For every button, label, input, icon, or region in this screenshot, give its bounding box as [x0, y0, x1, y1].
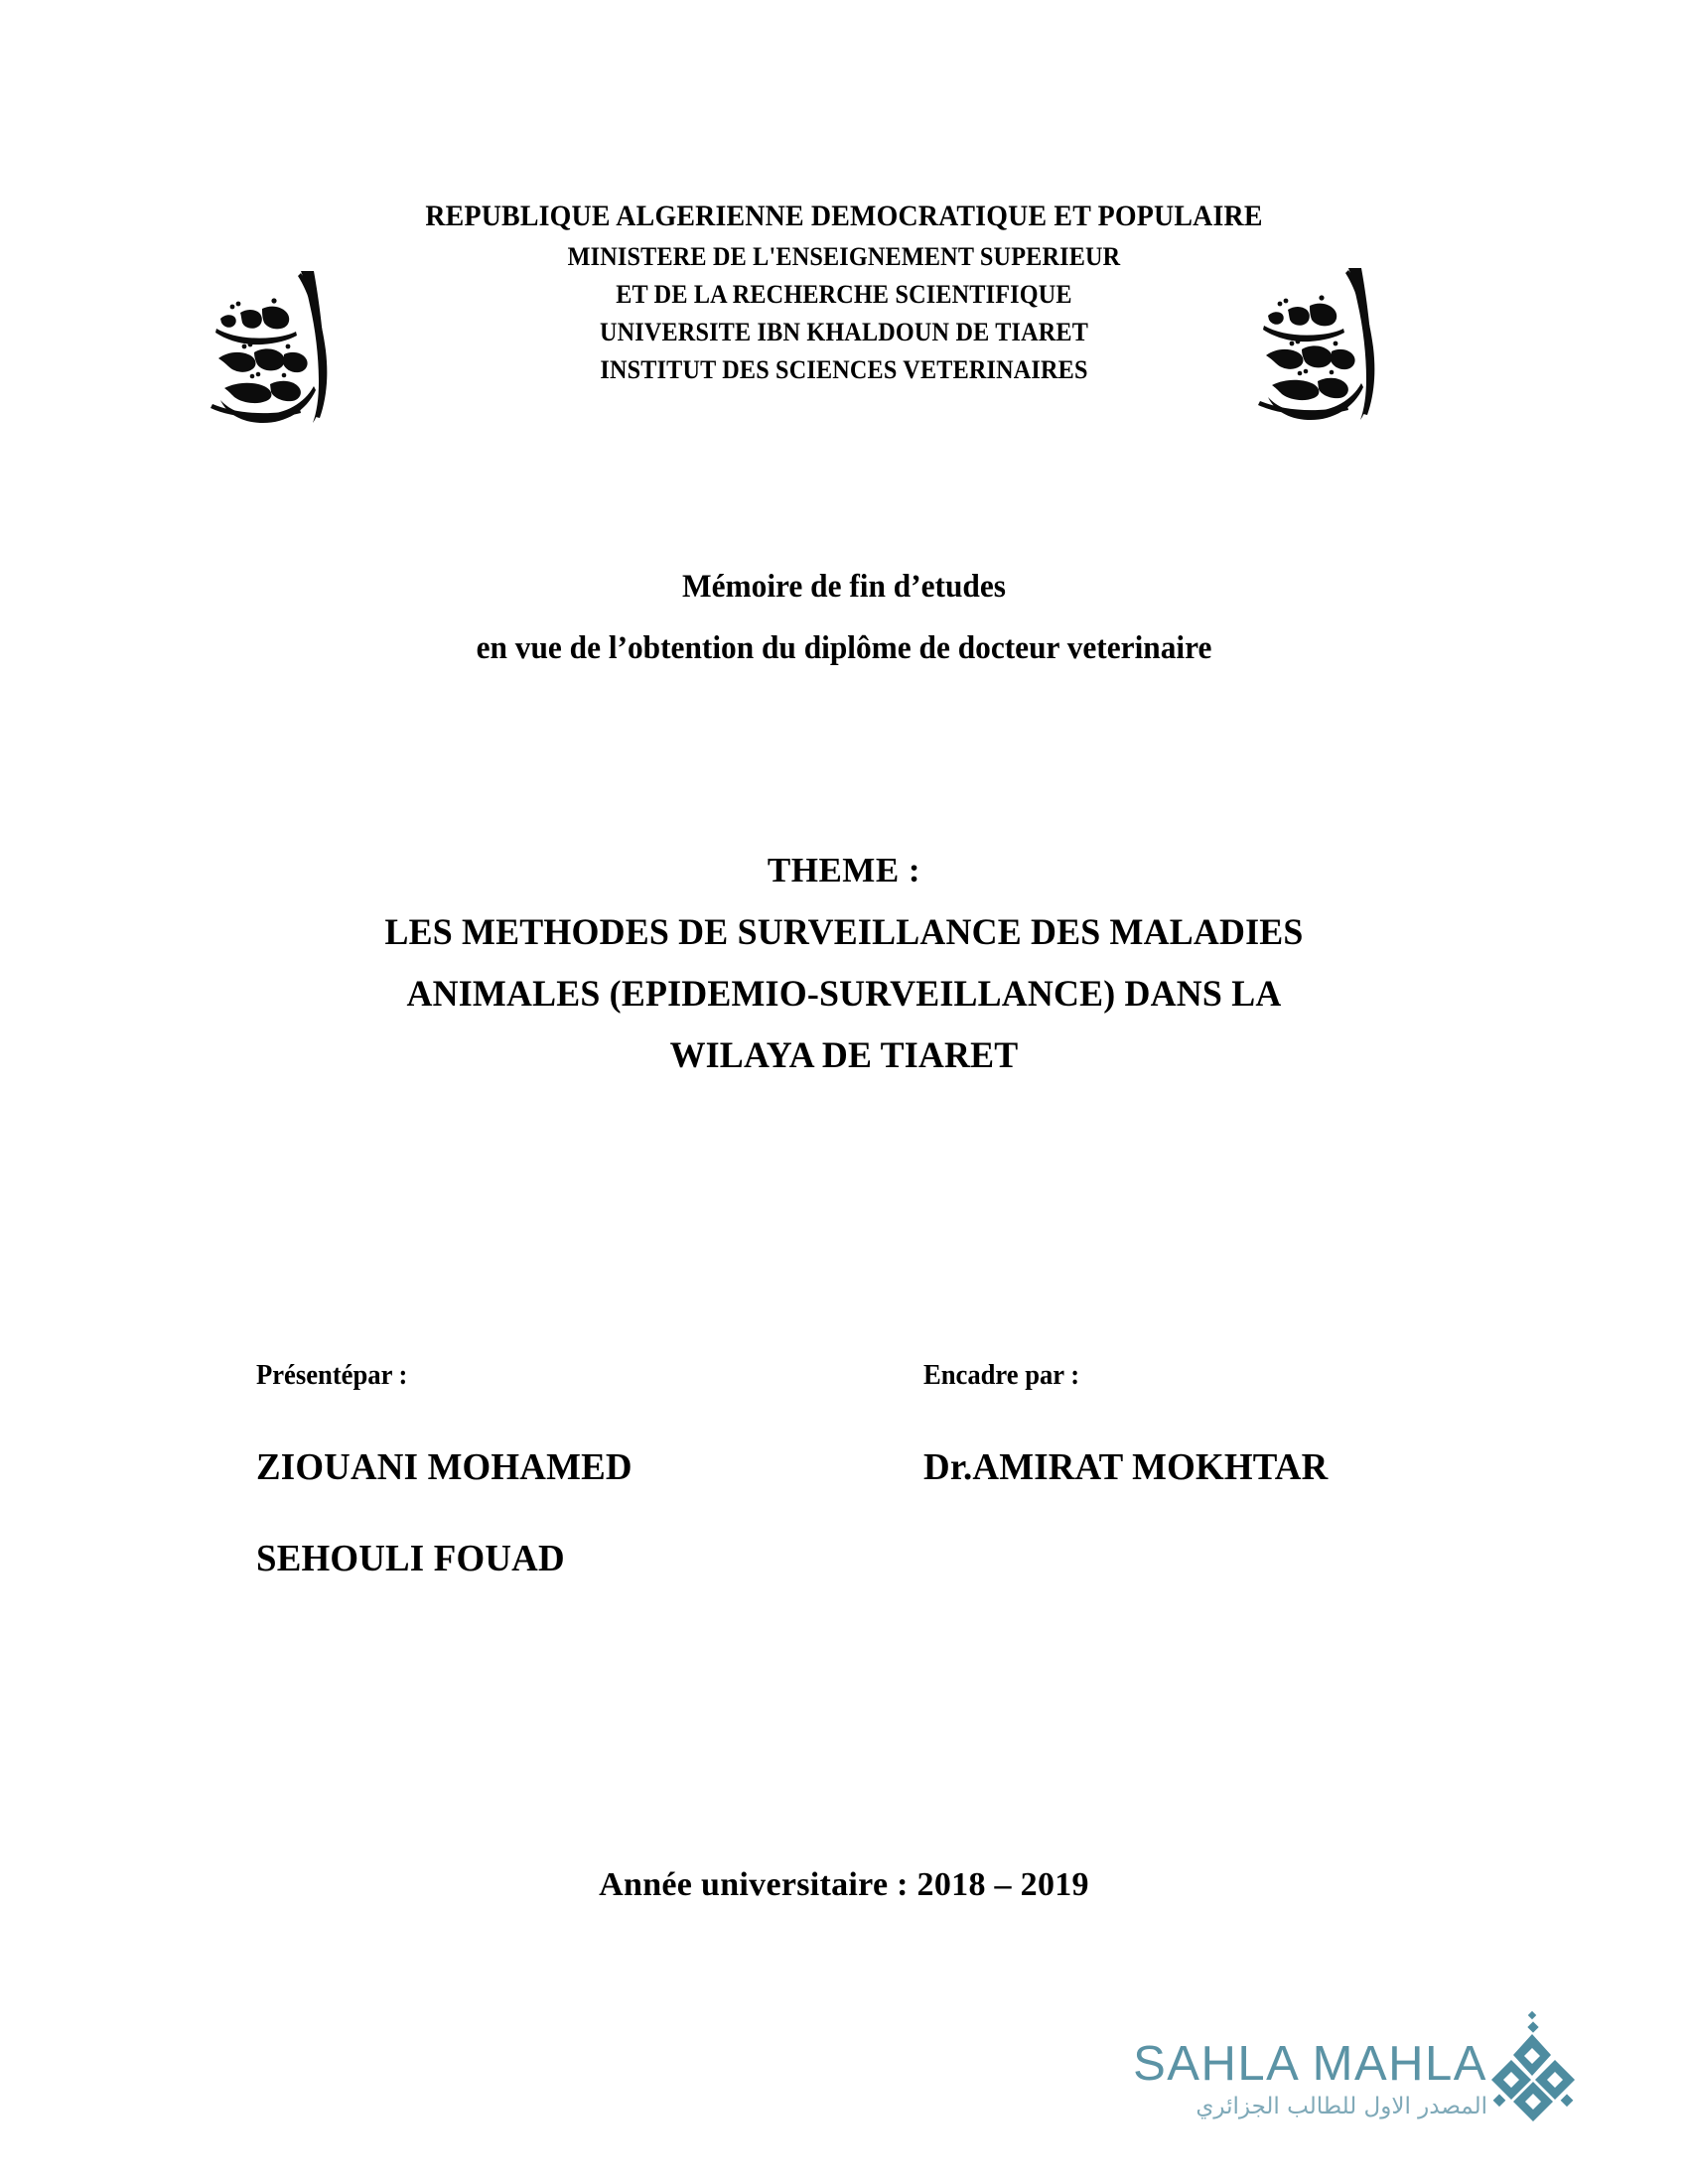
- sahla-mahla-emblem-icon: [1477, 2010, 1589, 2129]
- academic-year: Année universitaire : 2018 – 2019: [599, 1866, 1089, 1903]
- sahla-mahla-watermark: [1110, 2010, 1587, 2134]
- watermark-brand-text: SAHLA MAHLA: [1133, 2037, 1487, 2091]
- header-line-university: UNIVERSITE IBN KHALDOUN DE TIARET: [599, 318, 1089, 346]
- supervisor-name: Dr.AMIRAT MOKHTAR: [923, 1446, 1329, 1488]
- thesis-subtitle-block: [0, 556, 1688, 679]
- student-name-2: SEHOULI FOUAD: [256, 1538, 565, 1579]
- students-column: [256, 1356, 643, 1584]
- authors-block: [0, 1356, 1688, 1614]
- header-line-institute: INSTITUT DES SCIENCES VETERINAIRES: [600, 355, 1088, 384]
- memoire-line-1: Mémoire de fin d’etudes: [682, 569, 1006, 605]
- header-line-ministry: MINISTERE DE L'ENSEIGNEMENT SUPERIEUR: [567, 242, 1121, 271]
- theme-block: [0, 839, 1688, 1087]
- watermark-arabic-tagline: المصدر الاول للطالب الجزائري: [1196, 2094, 1487, 2119]
- theme-title-line-1: LES METHODES DE SURVEILLANCE DES MALADIES: [384, 912, 1304, 953]
- presented-by-label: Présentépar :: [256, 1360, 408, 1391]
- memoire-line-2: en vue de l’obtention du diplôme de docteur veterinaire: [476, 630, 1212, 666]
- theme-label: THEME :: [767, 851, 921, 889]
- header-line-republic: REPUBLIQUE ALGERIENNE DEMOCRATIQUE ET POPULAIRE: [425, 200, 1263, 232]
- theme-title-line-2: ANIMALES (EPIDEMIO-SURVEILLANCE) DANS LA: [406, 974, 1282, 1015]
- student-name-1: ZIOUANI MOHAMED: [256, 1446, 633, 1488]
- header-line-research: ET DE LA RECHERCHE SCIENTIFIQUE: [616, 280, 1072, 309]
- supervised-by-label: Encadre par :: [923, 1360, 1080, 1391]
- theme-title-line-3: WILAYA DE TIARET: [669, 1035, 1019, 1076]
- university-logo-right-icon: [1236, 260, 1425, 424]
- supervisor-column: [923, 1356, 1340, 1493]
- university-logo-left-icon: [189, 263, 377, 427]
